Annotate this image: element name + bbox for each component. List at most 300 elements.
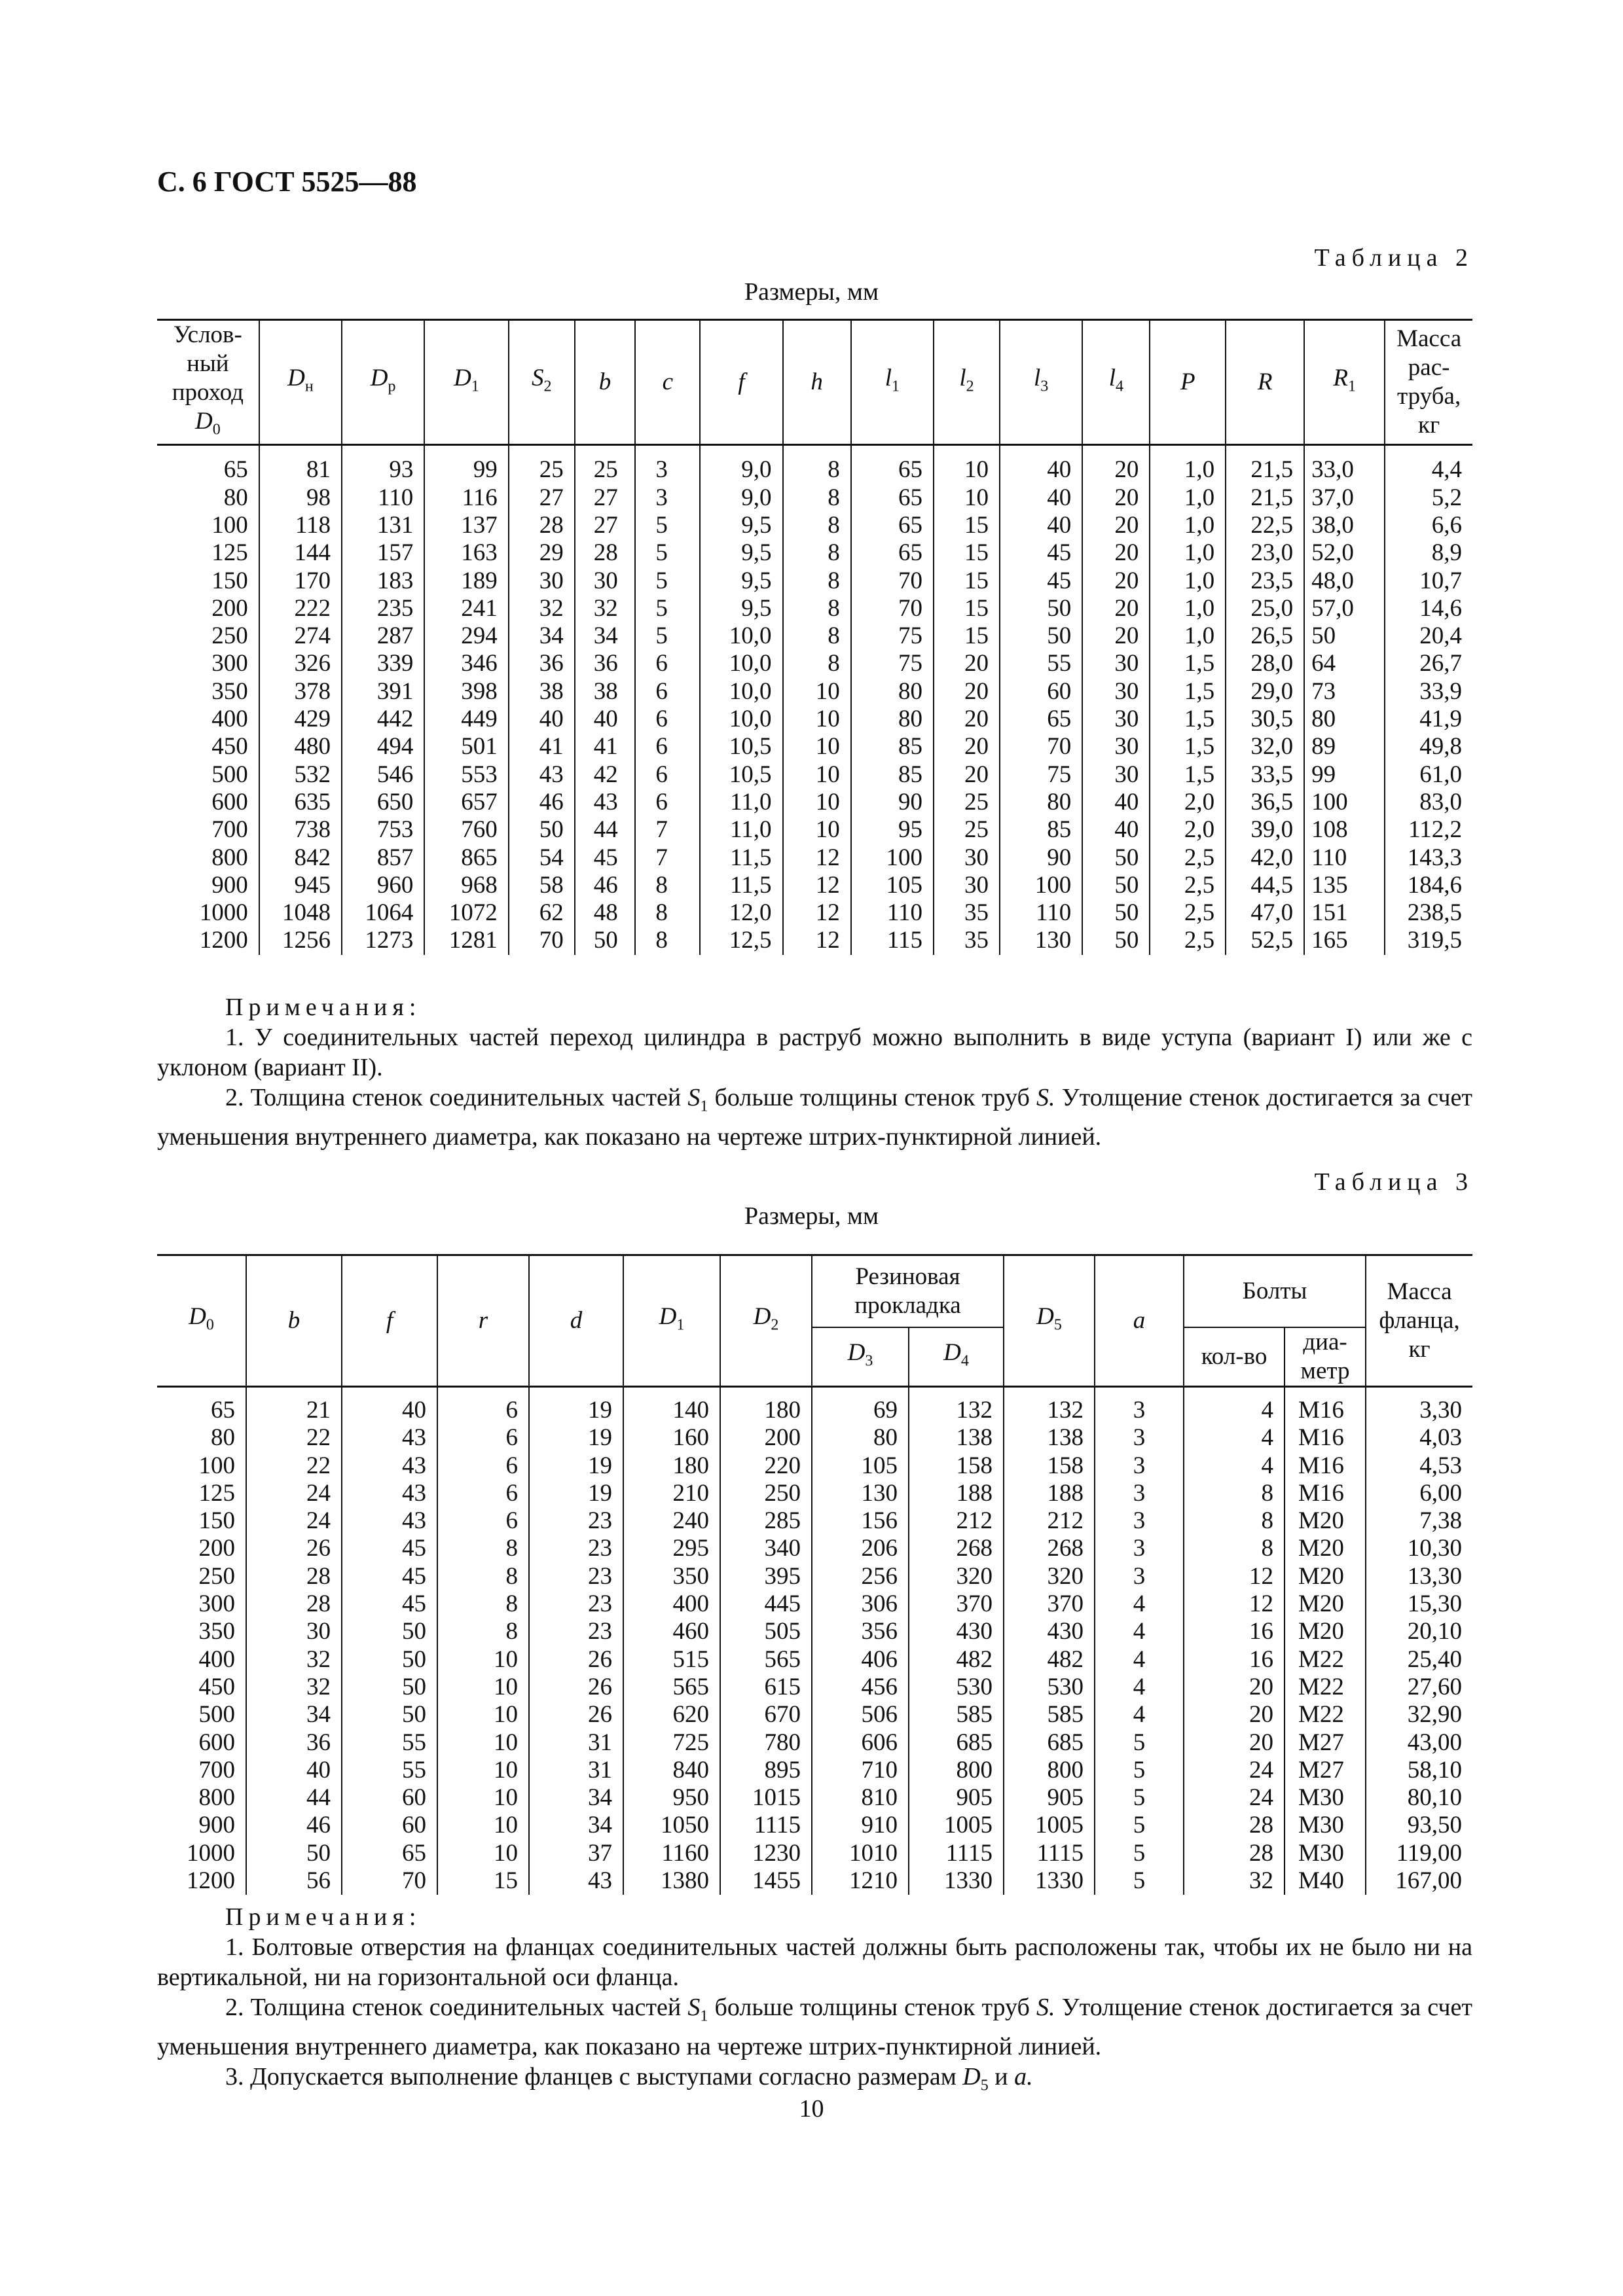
table2-cell: 650 [342,789,424,816]
table2-cell: 2,5 [1150,844,1226,872]
table2-cell: 339 [342,650,424,677]
table3-cell: 8 [1184,1507,1285,1535]
t2-header-col-9-var: l [959,365,966,391]
table2-header-mass [1385,320,1472,445]
t2-header-col-1 [342,320,424,445]
table3-cell: 138 [909,1424,1004,1452]
table3-cell: 132 [1004,1387,1095,1425]
table3-header-d-var: d [570,1307,583,1334]
t2-header-col-9-sub: 2 [966,378,974,395]
table-row [157,872,1472,899]
table3-note-3-a: 3. Допускается выполнение фланцев с выступами согласно размерам [225,2062,963,2090]
table2-cell: 23,5 [1226,567,1304,595]
table3-cell: 8 [1184,1535,1285,1562]
table2-cell: 50 [1082,872,1150,899]
table2-cell: 6 [635,706,700,733]
table2-cell: 116 [424,484,508,512]
table3-cell: 250 [720,1480,812,1507]
table3-cell: 43 [529,1867,623,1895]
table2-cell: 2,5 [1150,927,1226,954]
table2-cell: 20,4 [1385,622,1472,650]
table2-cell: 857 [342,844,424,872]
table3-cell: 43 [342,1480,437,1507]
table3-cell: 150 [198,1507,235,1535]
table2-cell: 30 [934,872,1000,899]
table3-note-3-b: и [988,2062,1015,2090]
table2-cell: 80 [851,706,934,733]
table3-cell: 482 [1004,1646,1095,1674]
table2-cell: 30 [509,567,575,595]
table3-cell: 32 [1184,1867,1285,1895]
table2-cell: 25,0 [1226,595,1304,622]
table2-caption: Таблица 2 [1314,244,1474,272]
table3-cell: 268 [1004,1535,1095,1562]
table2-cell: 1,5 [1150,733,1226,761]
table-row [157,706,1472,733]
table3-cell: 1380 [623,1867,720,1895]
table2-cell: 27 [575,512,636,539]
table2-cell: 47,0 [1226,899,1304,927]
table2-cell: 15 [934,567,1000,595]
table3-cell: 6 [437,1480,529,1507]
table2-cell: 15 [934,595,1000,622]
table3-cell: 43 [342,1507,437,1535]
table2-cell: 7 [635,844,700,872]
table2-cell: 41,9 [1385,706,1472,733]
table2-cell: 49,8 [1385,733,1472,761]
table3-header-gasket-line1: Резиновая [855,1263,960,1290]
table3-cell: 10 [437,1701,529,1729]
table-row [157,1757,1472,1784]
table2-cell: 20 [1082,484,1150,512]
table2-cell: 25 [509,445,575,484]
table2-cell: 760 [424,816,508,844]
table2-cell: 112,2 [1385,816,1472,844]
table2-cell: 130 [1000,927,1082,954]
table3-cell: 160 [623,1424,720,1452]
table-row [157,1507,1472,1535]
table2-cell: 29,0 [1226,678,1304,706]
table2-header-mass-line1: Масса [1396,325,1462,353]
table3-cell: 130 [812,1480,909,1507]
table2-cell: 2,5 [1150,872,1226,899]
table2-cell: 90 [1000,844,1082,872]
table2-cell: 108 [1304,816,1385,844]
table3-cell: M20 [1285,1590,1366,1618]
table2-cell: 6,6 [1385,512,1472,539]
table3-cell: 905 [1004,1784,1095,1812]
table2-cell: 546 [342,761,424,789]
table2-cell: 26,7 [1385,650,1472,677]
table2-cell: 20 [934,761,1000,789]
table-row [157,789,1472,816]
table3-cell: 300 [198,1590,235,1618]
table3-header-d4-var: D [943,1338,961,1366]
table3-units: Размеры, мм [744,1202,879,1230]
table3-cell: 16 [1184,1646,1285,1674]
table3-cell: 80 [812,1424,909,1452]
table3-header-a-var: a [1133,1307,1146,1334]
table3-cell: 180 [720,1387,812,1425]
table2-cell: 34 [509,622,575,650]
table2-cell: 65 [851,512,934,539]
table2-cell: 99 [1304,761,1385,789]
table2-cell: 250 [211,622,248,650]
t2-header-col-12-var: P [1180,368,1195,396]
table3-cell: 530 [909,1674,1004,1701]
table2-cell: 1,0 [1150,567,1226,595]
table2-cell: 11,5 [700,872,782,899]
table3-cell: 70 [342,1867,437,1895]
table2-cell: 21,5 [1226,445,1304,484]
table2-cell: 41 [575,733,636,761]
table3-cell: 10 [437,1646,529,1674]
table3-cell: 23 [529,1590,623,1618]
table2-cell: 40 [1000,484,1082,512]
table2-cell: 5,2 [1385,484,1472,512]
t2-header-col-1-var: D [370,365,388,391]
table3-cell: 1200 [187,1867,235,1895]
table3-cell: 5 [1095,1757,1184,1784]
table2-cell: 8 [783,539,851,567]
table3-cell: 36 [246,1729,342,1757]
table2-cell: 70 [851,567,934,595]
table2-cell: 52,0 [1304,539,1385,567]
table2-cell: 532 [259,761,342,789]
table2-note-2-a: 2. Толщина стенок соединительных частей [225,1084,688,1111]
table2-cell: 12,0 [700,899,782,927]
table3-cell: 34 [246,1701,342,1729]
table3-cell: 31 [529,1757,623,1784]
table3-cell: 615 [720,1674,812,1701]
table-row [157,622,1472,650]
table2-cell: 5 [635,595,700,622]
page-header: С. 6 ГОСТ 5525—88 [157,166,417,198]
table2-cell: 50 [1304,622,1385,650]
t2-header-col-8 [851,320,934,445]
table2-cell: 183 [342,567,424,595]
table2-cell: 93 [342,445,424,484]
table-row [157,595,1472,622]
table2-cell: 8 [783,622,851,650]
table3-cell: 37 [529,1840,623,1867]
table2-cell: 30 [1082,650,1150,677]
table2-cell: 450 [211,733,248,761]
table3-cell: 5 [1095,1840,1184,1867]
table2-cell: 65 [223,456,248,484]
t2-header-col-0 [259,320,342,445]
table3-cell: 200 [720,1424,812,1452]
table3-cell: M22 [1285,1674,1366,1701]
t2-header-col-10 [1000,320,1082,445]
table2-cell: 89 [1304,733,1385,761]
table3-cell: 268 [909,1535,1004,1562]
table3-cell: 240 [623,1507,720,1535]
table2-cell: 3 [635,445,700,484]
table3-cell: 6 [437,1507,529,1535]
table3-note-1: 1. Болтовые отверстия на фланцах соединительных частей должны быть расположены так, чтобы их не было ни на вертикальной, ни на горизонтальной оси фланца. [157,1933,1472,1991]
table3-cell: 15 [437,1867,529,1895]
table3-header-r-var: r [478,1307,488,1334]
table2-cell: 8 [783,595,851,622]
page-number: 10 [799,2095,824,2123]
table-row [157,816,1472,844]
table3-cell: 50 [342,1646,437,1674]
table3-notes-title: Примечания: [225,1903,422,1931]
table2-cell: 100 [211,511,248,539]
table2-cell: 5 [635,622,700,650]
t2-header-col-7 [783,320,851,445]
table3-header-d4-sub: 4 [960,1352,969,1370]
table-row [157,1535,1472,1562]
table2-header-mass-line2: рас- [1408,354,1450,382]
t2-header-col-8-sub: 1 [891,378,900,395]
table3-cell: 22 [246,1452,342,1480]
table2-cell: 1,5 [1150,650,1226,677]
table3-cell: 10 [437,1729,529,1757]
table3-cell: 212 [1004,1507,1095,1535]
table2-cell: 157 [342,539,424,567]
table2-cell: 40 [1000,445,1082,484]
table3-cell: M16 [1285,1452,1366,1480]
table2-cell: 635 [259,789,342,816]
table3-body [157,1387,1472,1895]
table2-cell: 20 [934,706,1000,733]
table3-cell: 69 [812,1387,909,1425]
table2-cell: 326 [259,650,342,677]
t2-header-col-13-var: R [1257,368,1273,396]
table3-cell: 1210 [812,1867,909,1895]
t2-header-col-5 [635,320,700,445]
table2-cell: 30 [1082,733,1150,761]
table2-cell: 40 [1082,789,1150,816]
table-row [157,1424,1472,1452]
table2-cell: 38,0 [1304,512,1385,539]
t2-header-col-8-var: l [884,365,892,391]
table2-body [157,445,1472,955]
table2-cell: 20 [1082,445,1150,484]
table2-cell: 165 [1304,927,1385,954]
table2-cell: 501 [424,733,508,761]
table2-cell: 553 [424,761,508,789]
table3-cell: 585 [1004,1701,1095,1729]
table3-cell: 1000 [187,1839,235,1867]
table3-header-r [437,1255,529,1387]
t2-header-col-6-var: f [738,368,745,396]
table2-cell: 62 [509,899,575,927]
table3-cell: 1005 [1004,1812,1095,1839]
table3-cell: 188 [909,1480,1004,1507]
table2-cell: 85 [851,761,934,789]
t2-header-col-5-var: c [662,368,673,396]
table3-cell: M40 [1285,1867,1366,1895]
table3-cell: 256 [812,1563,909,1590]
table2-cell: 2,5 [1150,899,1226,927]
table3-cell: 23 [529,1507,623,1535]
table3-cell: 340 [720,1535,812,1562]
table3-cell: 23 [529,1618,623,1645]
table3-cell: 19 [529,1424,623,1452]
table3-cell: 16 [1184,1618,1285,1645]
table2-cell: 1,0 [1150,512,1226,539]
table3-cell: 685 [909,1729,1004,1757]
table2-cell: 4,4 [1385,445,1472,484]
t2-header-col-10-sub: 3 [1040,378,1049,395]
table2-cell: 20 [1082,595,1150,622]
table2-cell: 95 [851,816,934,844]
table2-cell: 480 [259,733,342,761]
table3-cell: 23 [529,1535,623,1562]
table3-cell: 158 [909,1452,1004,1480]
table2-cell: 41 [509,733,575,761]
table2-cell: 35 [934,899,1000,927]
table-row [157,1840,1472,1867]
table3-cell: 4,03 [1366,1424,1472,1452]
table3-cell: 1330 [909,1867,1004,1895]
table3-cell: 19 [529,1480,623,1507]
table3-cell: 188 [1004,1480,1095,1507]
table3-cell: 1330 [1004,1867,1095,1895]
table2-cell: 30 [1082,761,1150,789]
table2-cell: 137 [424,512,508,539]
table2-note-2-c: Утолщение стенок достигается за счет уменьшения внутреннего диаметра, как показано на чертеже штрих-пунктирной линией. [157,1084,1473,1151]
table2-cell: 48,0 [1304,567,1385,595]
table2-cell: 945 [259,872,342,899]
table-row [157,1701,1472,1729]
table3-cell: 460 [623,1618,720,1645]
table2-cell: 65 [1000,706,1082,733]
table3-header-d0 [157,1255,246,1387]
table3-cell: 80,10 [1366,1784,1472,1812]
table2-header-mass-line3: труба, [1397,383,1461,410]
table2-cell: 10 [934,484,1000,512]
table3-cell: 500 [198,1701,235,1729]
table2-cell: 55 [1000,650,1082,677]
table3-cell: 4 [1184,1452,1285,1480]
table3-cell: 350 [198,1618,235,1645]
table3-cell: 210 [623,1480,720,1507]
table3-cell: 3 [1095,1387,1184,1425]
table3-cell: 40 [246,1757,342,1784]
table3-cell: 60 [342,1812,437,1839]
table2-cell: 10 [783,733,851,761]
table3-cell: 24 [1184,1757,1285,1784]
table2-cell: 118 [259,512,342,539]
table-row [157,1452,1472,1480]
table-row [157,567,1472,595]
table3-cell: 950 [623,1784,720,1812]
table2-cell: 42,0 [1226,844,1304,872]
table3-cell: 32 [246,1674,342,1701]
table3-cell: 30 [246,1618,342,1645]
table3-cell: 34 [529,1812,623,1839]
t2-header-col-9 [934,320,1000,445]
table3-cell: 3 [1095,1535,1184,1562]
table2-cell: 346 [424,650,508,677]
table2-cell: 46 [575,872,636,899]
table2-cell: 8 [783,445,851,484]
table-row [157,1590,1472,1618]
table2-cell: 800 [211,844,248,871]
table3-header-bolts: Болты [1184,1255,1366,1328]
table3-cell: 6,00 [1366,1480,1472,1507]
table2-cell: 34 [575,622,636,650]
table2-cell: 842 [259,844,342,872]
table2-cell: 21,5 [1226,484,1304,512]
table2-cell: 110 [1304,844,1385,872]
t2-header-col-2 [424,320,508,445]
table3-cell: 285 [720,1507,812,1535]
table2-cell: 30 [934,844,1000,872]
table2-cell: 12 [783,927,851,954]
table2-cell: 131 [342,512,424,539]
table3-cell: 4 [1095,1701,1184,1729]
table3-cell: 180 [623,1452,720,1480]
table2-cell: 39,0 [1226,816,1304,844]
table3-header-mass-line2: фланца, [1379,1307,1460,1334]
t2-header-col-4 [575,320,636,445]
table3-cell: 320 [1004,1563,1095,1590]
table3-cell: 50 [246,1840,342,1867]
table3-cell: 1010 [812,1840,909,1867]
table2-cell: 50 [1082,899,1150,927]
table2-cell: 61,0 [1385,761,1472,789]
table2-cell: 9,5 [700,539,782,567]
table3-cell: 840 [623,1757,720,1784]
table2-cell: 9,0 [700,445,782,484]
table2-cell: 40 [1000,512,1082,539]
table2-cell: 9,5 [700,595,782,622]
table2-cell: 99 [424,445,508,484]
table3-cell: 395 [720,1563,812,1590]
t2-header-col-11-sub: 4 [1115,378,1123,395]
table3-cell: 3 [1095,1480,1184,1507]
table3-cell: 58,10 [1366,1757,1472,1784]
table2-header-nominal-line1: Услов- [173,321,242,348]
table2-cell: 189 [424,567,508,595]
table2-cell: 170 [259,567,342,595]
table3-cell: 65 [211,1397,235,1424]
t2-header-col-11 [1082,320,1150,445]
table3-header-d4 [909,1327,1004,1387]
table2-cell: 43 [575,789,636,816]
table3-cell: 670 [720,1701,812,1729]
table2-cell: 8 [783,512,851,539]
t2-header-col-3-sub: 2 [543,378,552,395]
table3-cell: 5 [1095,1784,1184,1812]
t2-header-col-0-var: D [287,365,305,391]
table3-header-bolt-diameter-line1: диа- [1303,1329,1347,1355]
table2-cell: 235 [342,595,424,622]
table3-cell: 6 [437,1452,529,1480]
table2-cell: 10,0 [700,622,782,650]
table-row [157,1387,1472,1425]
table3-cell: 1115 [720,1812,812,1839]
table3-cell: 370 [1004,1590,1095,1618]
table3-header-bolt-diameter [1285,1327,1366,1387]
t2-header-col-11-var: l [1108,365,1116,391]
table2-cell: 143,3 [1385,844,1472,872]
t2-header-col-2-var: D [454,365,471,391]
table2-cell: 83,0 [1385,789,1472,816]
table2-cell: 442 [342,706,424,733]
table2-cell: 65 [851,445,934,484]
table3-cell: 430 [909,1618,1004,1645]
table2-cell: 900 [211,871,248,899]
table2-cell: 81 [259,445,342,484]
table3-cell: 780 [720,1729,812,1757]
table2-cell: 37,0 [1304,484,1385,512]
